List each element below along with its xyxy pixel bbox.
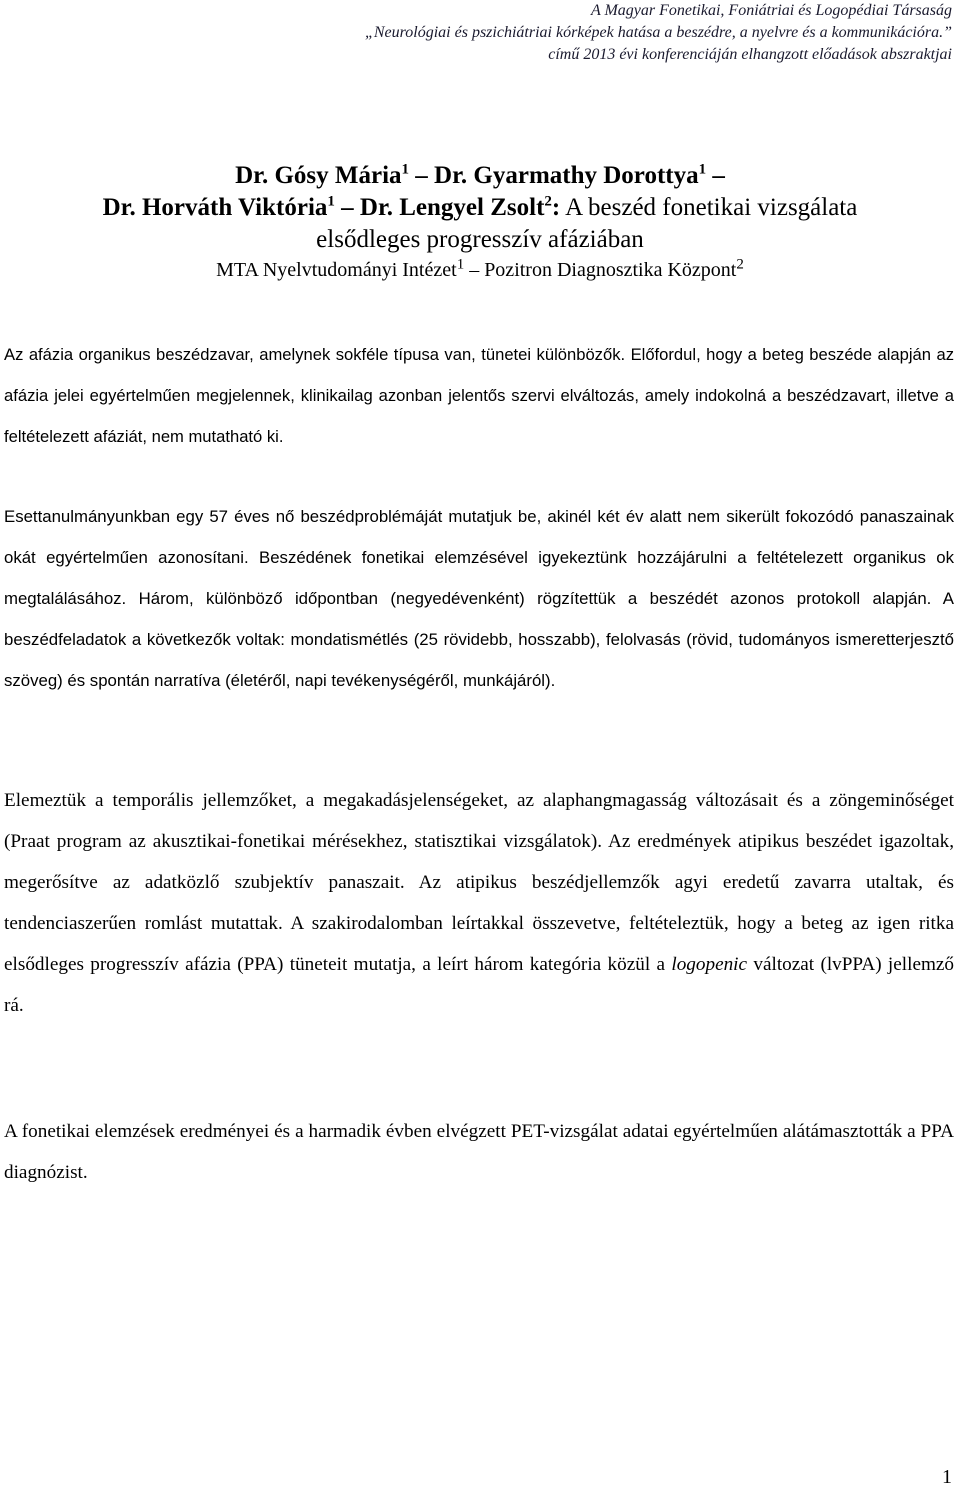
italic-term: logopenic xyxy=(671,954,748,975)
header-conference-title: „Neurológiai és pszichiátriai kórképek hatása a beszédre, a nyelvre és a kommunikációra.” xyxy=(364,24,952,41)
paragraph-case-study: Esettanulmányunkban egy 57 éves nő beszédproblémáját mutatjuk be, akinél két év alatt nem sikerült fokozódó panaszainak okát egyértelműen azonosítani. Beszédének fonetikai elemzésével igyekeztünk hozzájárulni a feltételezett organikus ok megtalálásához. Három, különböző időpontban (negyedévenként) rögzítettük a beszédét azonos protokoll alapján. A beszédfeladatok a következők voltak: mondatismétlés (25 rövidebb, hosszabb), felolvasás (rövid, tudományos ismeretterjesztő szöveg) és spontán narratíva (életéről, napi tevékenységéről, munkájáról). xyxy=(4,507,954,690)
paragraph-intro: Az afázia organikus beszédzavar, amelynek sokféle típusa van, tünetei különbözők. Előfordul, hogy a beteg beszéde alapján az afázia jelei egyértelműen megjelennek, klinikailag azonban jelentős szervi elváltozás, amely indokolná a beszédzavart, illetve a feltételezett afáziát, nem mutatható ki. xyxy=(4,345,954,446)
paragraph-conclusion: A fonetikai elemzések eredményei és a harmadik évben elvégzett PET-vizsgálat adatai egyértelműen alátámasztották a PPA diagnózist. xyxy=(4,1121,954,1183)
header-society: A Magyar Fonetikai, Foniátriai és Logopédiai Társaság xyxy=(590,2,952,19)
paper-title-part-1: A beszéd fonetikai vizsgálata xyxy=(560,194,858,221)
affiliations: MTA Nyelvtudományi Intézet$^1$ – Pozitron Diagnosztika Központ$^2$ xyxy=(216,256,744,281)
paper-title-part-2: elsődleges progresszív afáziában xyxy=(316,226,644,253)
author-horvath: Dr. Horváth Viktória xyxy=(102,194,328,221)
author-gosy: Dr. Gósy Mária xyxy=(235,162,402,189)
header-conference-note: című 2013 évi konferenciáján elhangzott előadások abszraktjai xyxy=(548,46,952,63)
paragraph-analysis: Elemeztük a temporális jellemzőket, a megakadásjelenségeket, az alaphangmagasság változásait és a zöngeminőséget (Praat program az akusztikai-fonetikai mérésekhez, statisztikai vizsgálatok). Az eredmények atipikus beszédet igazoltak, megerősítve az adatközlő szubjektív panaszait. Az atipikus beszédjellemzők agyi eredetű zavarra utaltak, és tendenciaszerűen romlást mutattak. A szakirodalomban leírtakkal összevetve, feltételeztük, hogy a beteg az igen ritka elsődleges progresszív afázia (PPA) tüneteit mutatja, a leírt három kategória közül a logopenic változat (lvPPA) jellemző rá. xyxy=(4,790,954,1016)
page-number: 1 xyxy=(942,1466,952,1488)
affiliation-mta: MTA Nyelvtudományi Intézet xyxy=(216,259,457,281)
title-block xyxy=(0,160,960,284)
author-gyarmathy: Dr. Gyarmathy Dorottya xyxy=(434,162,699,189)
affiliation-pozitron: Pozitron Diagnosztika Központ xyxy=(484,259,737,281)
authors-line-1: Dr. Gósy Mária$^1$ – Dr. Gyarmathy Dorottya$^1$ – xyxy=(235,161,725,189)
authors-line-2: Dr. Horváth Viktória$^1$ – Dr. Lengyel Zsolt$^2$: A beszéd fonetikai vizsgálata xyxy=(102,193,858,221)
author-lengyel: Dr. Lengyel Zsolt xyxy=(359,194,545,221)
conference-header xyxy=(192,0,952,66)
